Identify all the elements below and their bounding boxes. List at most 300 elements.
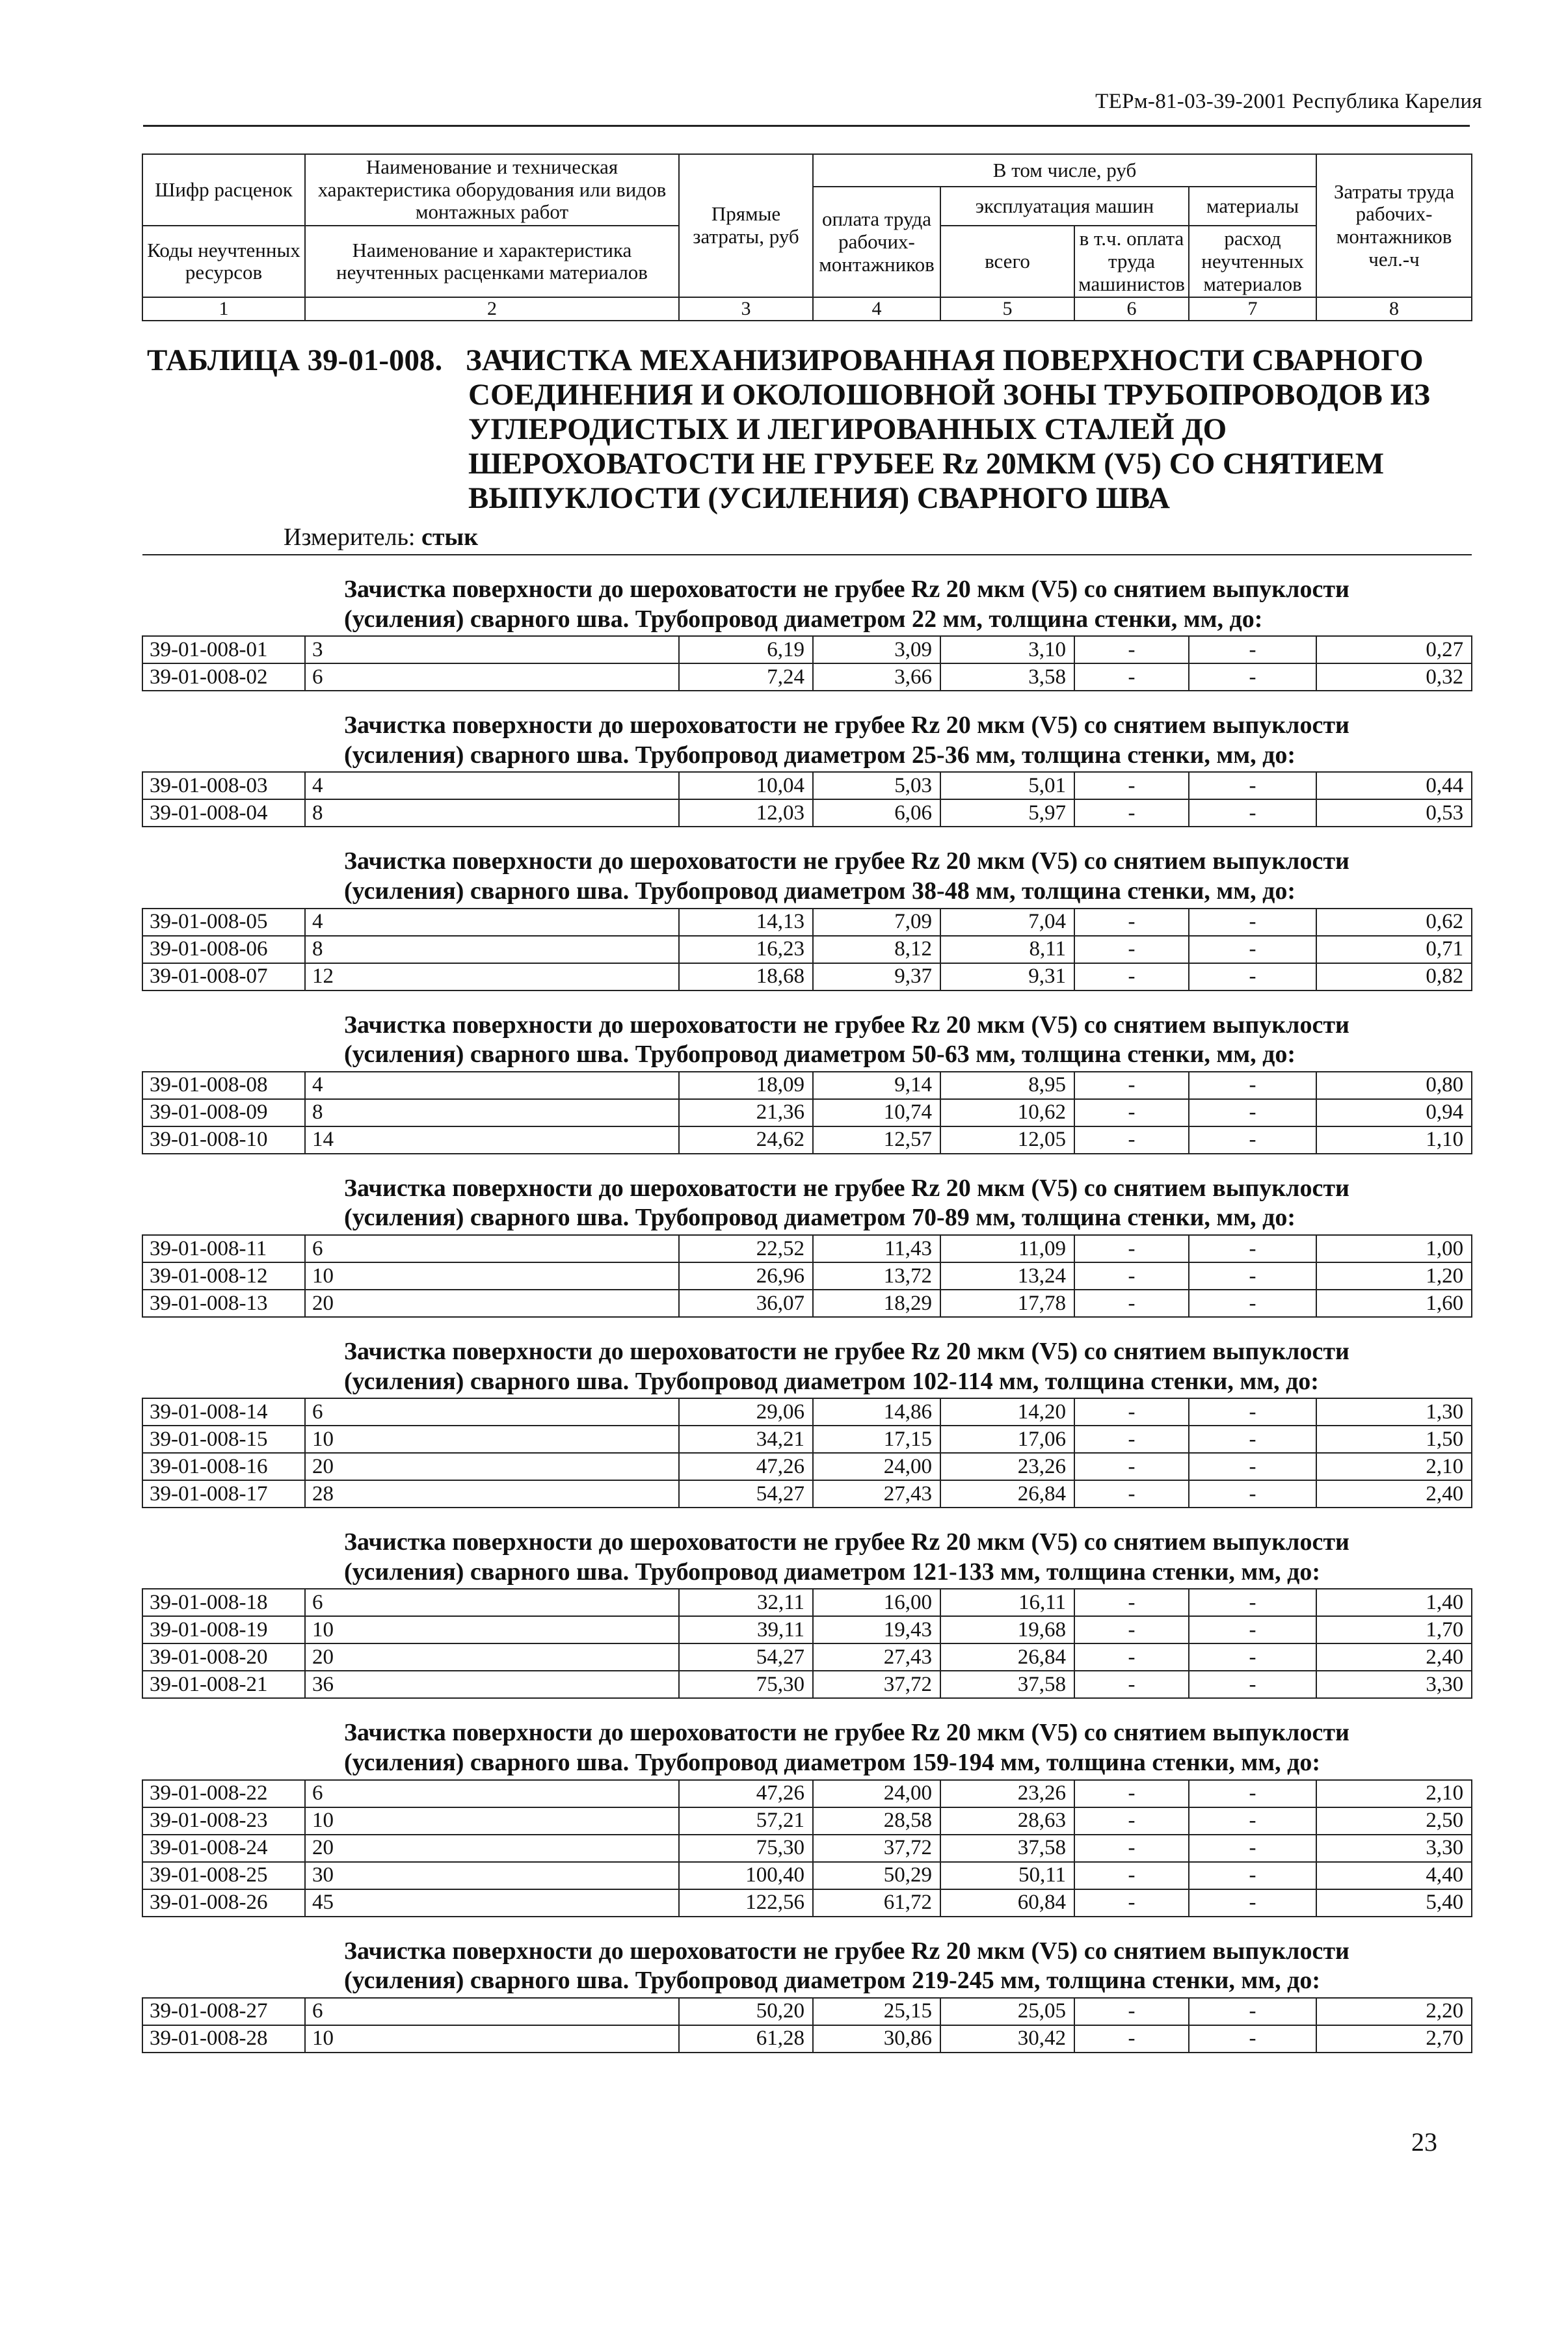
labor-costs-cell: 0,53 xyxy=(1316,799,1472,827)
table-row xyxy=(142,1290,1472,1317)
direct-costs-cell: 75,30 xyxy=(679,1835,813,1862)
machine-costs-cell: 25,05 xyxy=(940,1998,1074,2025)
materials-cost-cell: - xyxy=(1189,1643,1316,1671)
operators-wages-cell: - xyxy=(1074,1262,1189,1290)
group-caption-row xyxy=(142,691,1472,772)
materials-cost-cell: - xyxy=(1189,1616,1316,1643)
group-caption-row xyxy=(142,1508,1472,1589)
wages-cell: 30,86 xyxy=(813,2025,940,2053)
materials-cost-cell: - xyxy=(1189,1671,1316,1698)
operators-wages-cell: - xyxy=(1074,1998,1189,2025)
wall-thickness-cell: 10 xyxy=(305,2025,679,2053)
operators-wages-cell: - xyxy=(1074,663,1189,691)
wall-thickness-cell: 6 xyxy=(305,1235,679,1262)
operators-wages-cell: - xyxy=(1074,2025,1189,2053)
wages-cell: 13,72 xyxy=(813,1262,940,1290)
machine-costs-cell: 16,11 xyxy=(940,1589,1074,1616)
wages-cell: 50,29 xyxy=(813,1862,940,1889)
materials-cost-cell: - xyxy=(1189,1480,1316,1508)
header-operators-wages: в т.ч. оплата труда машинистов xyxy=(1074,226,1189,297)
rate-code-cell: 39-01-008-12 xyxy=(142,1262,305,1290)
labor-costs-cell: 3,30 xyxy=(1316,1671,1472,1698)
page-number: 23 xyxy=(1411,2127,1437,2157)
labor-costs-cell: 1,50 xyxy=(1316,1426,1472,1453)
direct-costs-cell: 100,40 xyxy=(679,1862,813,1889)
direct-costs-cell: 26,96 xyxy=(679,1262,813,1290)
wages-cell: 5,03 xyxy=(813,772,940,799)
group-caption: Зачистка поверхности до шероховатости не грубее Rz 20 мкм (V5) со снятием выпуклости (усиления) сварного шва. Трубопровод диаметром 159-194 мм, толщина стенки, мм, до: xyxy=(142,1698,1472,1779)
table-row xyxy=(142,1398,1472,1426)
rate-code-cell: 39-01-008-02 xyxy=(142,663,305,691)
header-labor-costs: Затраты труда рабочих-монтажников чел.-ч xyxy=(1316,154,1472,297)
group-caption-row xyxy=(142,1698,1472,1779)
header-direct-costs: Прямые затраты, руб xyxy=(679,154,813,297)
rate-code-cell: 39-01-008-14 xyxy=(142,1398,305,1426)
rate-code-cell: 39-01-008-23 xyxy=(142,1807,305,1835)
labor-costs-cell: 0,80 xyxy=(1316,1072,1472,1099)
column-number: 1 xyxy=(142,297,305,321)
measure-value: стык xyxy=(421,524,479,551)
machine-costs-cell: 60,84 xyxy=(940,1889,1074,1917)
machine-costs-cell: 8,11 xyxy=(940,936,1074,963)
machine-costs-cell: 17,78 xyxy=(940,1290,1074,1317)
column-number: 3 xyxy=(679,297,813,321)
rate-code-cell: 39-01-008-13 xyxy=(142,1290,305,1317)
header-including: В том числе, руб xyxy=(813,154,1316,187)
machine-costs-cell: 28,63 xyxy=(940,1807,1074,1835)
labor-costs-cell: 5,40 xyxy=(1316,1889,1472,1917)
wall-thickness-cell: 20 xyxy=(305,1643,679,1671)
rate-code-cell: 39-01-008-25 xyxy=(142,1862,305,1889)
operators-wages-cell: - xyxy=(1074,1807,1189,1835)
operators-wages-cell: - xyxy=(1074,909,1189,936)
group-caption-row xyxy=(142,991,1472,1072)
table-row xyxy=(142,2025,1472,2053)
materials-cost-cell: - xyxy=(1189,1262,1316,1290)
materials-cost-cell: - xyxy=(1189,1235,1316,1262)
direct-costs-cell: 16,23 xyxy=(679,936,813,963)
direct-costs-cell: 54,27 xyxy=(679,1480,813,1508)
machine-costs-cell: 37,58 xyxy=(940,1671,1074,1698)
table-row xyxy=(142,1807,1472,1835)
operators-wages-cell: - xyxy=(1074,1398,1189,1426)
column-number: 5 xyxy=(940,297,1074,321)
wall-thickness-cell: 20 xyxy=(305,1290,679,1317)
machine-costs-cell: 12,05 xyxy=(940,1126,1074,1154)
table-row xyxy=(142,799,1472,827)
table-row xyxy=(142,1235,1472,1262)
labor-costs-cell: 2,70 xyxy=(1316,2025,1472,2053)
table-row xyxy=(142,1671,1472,1698)
machine-costs-cell: 19,68 xyxy=(940,1616,1074,1643)
labor-costs-cell: 3,30 xyxy=(1316,1835,1472,1862)
materials-cost-cell: - xyxy=(1189,1862,1316,1889)
wages-cell: 27,43 xyxy=(813,1643,940,1671)
operators-wages-cell: - xyxy=(1074,936,1189,963)
rate-code-cell: 39-01-008-22 xyxy=(142,1780,305,1807)
machine-costs-cell: 17,06 xyxy=(940,1426,1074,1453)
table-row xyxy=(142,1643,1472,1671)
materials-cost-cell: - xyxy=(1189,936,1316,963)
header-machines-total: всего xyxy=(940,226,1074,297)
direct-costs-cell: 24,62 xyxy=(679,1126,813,1154)
direct-costs-cell: 7,24 xyxy=(679,663,813,691)
materials-cost-cell: - xyxy=(1189,1398,1316,1426)
labor-costs-cell: 0,82 xyxy=(1316,963,1472,991)
materials-cost-cell: - xyxy=(1189,1426,1316,1453)
wages-cell: 10,74 xyxy=(813,1099,940,1126)
wall-thickness-cell: 6 xyxy=(305,1398,679,1426)
machine-costs-cell: 26,84 xyxy=(940,1480,1074,1508)
operators-wages-cell: - xyxy=(1074,1426,1189,1453)
wages-cell: 18,29 xyxy=(813,1290,940,1317)
wages-cell: 28,58 xyxy=(813,1807,940,1835)
operators-wages-cell: - xyxy=(1074,1072,1189,1099)
materials-cost-cell: - xyxy=(1189,909,1316,936)
labor-costs-cell: 1,70 xyxy=(1316,1616,1472,1643)
group-caption: Зачистка поверхности до шероховатости не грубее Rz 20 мкм (V5) со снятием выпуклости (усиления) сварного шва. Трубопровод диаметром 25-36 мм, толщина стенки, мм, до: xyxy=(142,691,1472,772)
table-row xyxy=(142,663,1472,691)
table-row xyxy=(142,1126,1472,1154)
labor-costs-cell: 0,94 xyxy=(1316,1099,1472,1126)
direct-costs-cell: 21,36 xyxy=(679,1099,813,1126)
table-row xyxy=(142,1262,1472,1290)
wall-thickness-cell: 6 xyxy=(305,1998,679,2025)
direct-costs-cell: 122,56 xyxy=(679,1889,813,1917)
rate-code-cell: 39-01-008-26 xyxy=(142,1889,305,1917)
wages-cell: 3,09 xyxy=(813,636,940,663)
labor-costs-cell: 4,40 xyxy=(1316,1862,1472,1889)
rate-code-cell: 39-01-008-27 xyxy=(142,1998,305,2025)
table-row xyxy=(142,1889,1472,1917)
operators-wages-cell: - xyxy=(1074,963,1189,991)
machine-costs-cell: 37,58 xyxy=(940,1835,1074,1862)
labor-costs-cell: 2,20 xyxy=(1316,1998,1472,2025)
wages-cell: 9,37 xyxy=(813,963,940,991)
wall-thickness-cell: 6 xyxy=(305,1589,679,1616)
operators-wages-cell: - xyxy=(1074,1453,1189,1480)
group-caption-row xyxy=(142,555,1472,636)
machine-costs-cell: 23,26 xyxy=(940,1780,1074,1807)
table-title-line: УГЛЕРОДИСТЫХ И ЛЕГИРОВАННЫХ СТАЛЕЙ ДО xyxy=(468,412,1227,447)
group-caption-row xyxy=(142,1154,1472,1235)
header-materials: материалы xyxy=(1189,187,1316,226)
wall-thickness-cell: 3 xyxy=(305,636,679,663)
direct-costs-cell: 18,09 xyxy=(679,1072,813,1099)
rate-code-cell: 39-01-008-03 xyxy=(142,772,305,799)
header-rule xyxy=(143,125,1470,127)
table-row xyxy=(142,909,1472,936)
group-caption: Зачистка поверхности до шероховатости не грубее Rz 20 мкм (V5) со снятием выпуклости (усиления) сварного шва. Трубопровод диаметром 70-89 мм, толщина стенки, мм, до: xyxy=(142,1154,1472,1235)
group-caption: Зачистка поверхности до шероховатости не грубее Rz 20 мкм (V5) со снятием выпуклости (усиления) сварного шва. Трубопровод диаметром 38-48 мм, толщина стенки, мм, до: xyxy=(142,827,1472,908)
machine-costs-cell: 13,24 xyxy=(940,1262,1074,1290)
wages-cell: 9,14 xyxy=(813,1072,940,1099)
materials-cost-cell: - xyxy=(1189,2025,1316,2053)
rate-code-cell: 39-01-008-08 xyxy=(142,1072,305,1099)
table-row xyxy=(142,963,1472,991)
operators-wages-cell: - xyxy=(1074,799,1189,827)
wall-thickness-cell: 8 xyxy=(305,799,679,827)
table-row xyxy=(142,1099,1472,1126)
group-caption-row xyxy=(142,1917,1472,1998)
wages-cell: 25,15 xyxy=(813,1998,940,2025)
wall-thickness-cell: 12 xyxy=(305,963,679,991)
labor-costs-cell: 2,50 xyxy=(1316,1807,1472,1835)
table-row xyxy=(142,636,1472,663)
wall-thickness-cell: 20 xyxy=(305,1835,679,1862)
direct-costs-cell: 10,04 xyxy=(679,772,813,799)
rates-table xyxy=(142,554,1472,2053)
direct-costs-cell: 34,21 xyxy=(679,1426,813,1453)
group-caption: Зачистка поверхности до шероховатости не грубее Rz 20 мкм (V5) со снятием выпуклости (усиления) сварного шва. Трубопровод диаметром 22 мм, толщина стенки, мм, до: xyxy=(142,555,1472,636)
rate-code-cell: 39-01-008-21 xyxy=(142,1671,305,1698)
document-reference: ТЕРм-81-03-39-2001 Республика Карелия xyxy=(1095,90,1482,113)
wall-thickness-cell: 6 xyxy=(305,663,679,691)
machine-costs-cell: 14,20 xyxy=(940,1398,1074,1426)
column-number: 2 xyxy=(305,297,679,321)
rate-code-cell: 39-01-008-09 xyxy=(142,1099,305,1126)
wall-thickness-cell: 14 xyxy=(305,1126,679,1154)
wall-thickness-cell: 6 xyxy=(305,1780,679,1807)
wall-thickness-cell: 10 xyxy=(305,1807,679,1835)
direct-costs-cell: 61,28 xyxy=(679,2025,813,2053)
table-row xyxy=(142,1835,1472,1862)
labor-costs-cell: 1,00 xyxy=(1316,1235,1472,1262)
group-caption: Зачистка поверхности до шероховатости не грубее Rz 20 мкм (V5) со снятием выпуклости (усиления) сварного шва. Трубопровод диаметром 219-245 мм, толщина стенки, мм, до: xyxy=(142,1917,1472,1998)
wall-thickness-cell: 45 xyxy=(305,1889,679,1917)
table-title-line: ЗАЧИСТКА МЕХАНИЗИРОВАННАЯ ПОВЕРХНОСТИ СВАРНОГО xyxy=(466,343,1424,377)
rate-code-cell: 39-01-008-24 xyxy=(142,1835,305,1862)
machine-costs-cell: 5,97 xyxy=(940,799,1074,827)
rate-code-cell: 39-01-008-16 xyxy=(142,1453,305,1480)
labor-costs-cell: 0,27 xyxy=(1316,636,1472,663)
materials-cost-cell: - xyxy=(1189,1807,1316,1835)
column-number: 4 xyxy=(813,297,940,321)
rate-code-cell: 39-01-008-20 xyxy=(142,1643,305,1671)
direct-costs-cell: 18,68 xyxy=(679,963,813,991)
machine-costs-cell: 9,31 xyxy=(940,963,1074,991)
materials-cost-cell: - xyxy=(1189,1099,1316,1126)
group-caption: Зачистка поверхности до шероховатости не грубее Rz 20 мкм (V5) со снятием выпуклости (усиления) сварного шва. Трубопровод диаметром 102-114 мм, толщина стенки, мм, до: xyxy=(142,1317,1472,1398)
direct-costs-cell: 14,13 xyxy=(679,909,813,936)
wages-cell: 8,12 xyxy=(813,936,940,963)
wages-cell: 37,72 xyxy=(813,1835,940,1862)
wages-cell: 27,43 xyxy=(813,1480,940,1508)
wages-cell: 24,00 xyxy=(813,1453,940,1480)
table-title xyxy=(147,343,1474,516)
rate-code-cell: 39-01-008-18 xyxy=(142,1589,305,1616)
rate-code-cell: 39-01-008-04 xyxy=(142,799,305,827)
materials-cost-cell: - xyxy=(1189,636,1316,663)
machine-costs-cell: 30,42 xyxy=(940,2025,1074,2053)
group-caption: Зачистка поверхности до шероховатости не грубее Rz 20 мкм (V5) со снятием выпуклости (усиления) сварного шва. Трубопровод диаметром 121-133 мм, толщина стенки, мм, до: xyxy=(142,1508,1472,1589)
direct-costs-cell: 47,26 xyxy=(679,1780,813,1807)
direct-costs-cell: 22,52 xyxy=(679,1235,813,1262)
labor-costs-cell: 2,10 xyxy=(1316,1780,1472,1807)
labor-costs-cell: 0,32 xyxy=(1316,663,1472,691)
group-caption-row xyxy=(142,1317,1472,1398)
labor-costs-cell: 0,71 xyxy=(1316,936,1472,963)
materials-cost-cell: - xyxy=(1189,1290,1316,1317)
rate-code-cell: 39-01-008-10 xyxy=(142,1126,305,1154)
direct-costs-cell: 12,03 xyxy=(679,799,813,827)
labor-costs-cell: 1,40 xyxy=(1316,1589,1472,1616)
machine-costs-cell: 7,04 xyxy=(940,909,1074,936)
direct-costs-cell: 6,19 xyxy=(679,636,813,663)
header-materials-name: Наименование и характеристика неучтенных расценками материалов xyxy=(305,226,679,297)
wages-cell: 11,43 xyxy=(813,1235,940,1262)
rate-code-cell: 39-01-008-05 xyxy=(142,909,305,936)
labor-costs-cell: 0,44 xyxy=(1316,772,1472,799)
wages-cell: 3,66 xyxy=(813,663,940,691)
operators-wages-cell: - xyxy=(1074,1290,1189,1317)
operators-wages-cell: - xyxy=(1074,1616,1189,1643)
direct-costs-cell: 32,11 xyxy=(679,1589,813,1616)
operators-wages-cell: - xyxy=(1074,1889,1189,1917)
header-wages: оплата труда рабочих-монтажников xyxy=(813,187,940,297)
wages-cell: 37,72 xyxy=(813,1671,940,1698)
table-title-line: ВЫПУКЛОСТИ (УСИЛЕНИЯ) СВАРНОГО ШВА xyxy=(468,481,1170,516)
wall-thickness-cell: 10 xyxy=(305,1262,679,1290)
materials-cost-cell: - xyxy=(1189,1998,1316,2025)
table-row xyxy=(142,1589,1472,1616)
materials-cost-cell: - xyxy=(1189,1453,1316,1480)
wall-thickness-cell: 36 xyxy=(305,1671,679,1698)
table-title-line: ШЕРОХОВАТОСТИ НЕ ГРУБЕЕ Rz 20МКМ (V5) СО СНЯТИЕМ xyxy=(468,447,1385,481)
table-row xyxy=(142,1780,1472,1807)
rate-code-cell: 39-01-008-17 xyxy=(142,1480,305,1508)
labor-costs-cell: 1,20 xyxy=(1316,1262,1472,1290)
rate-code-cell: 39-01-008-07 xyxy=(142,963,305,991)
wages-cell: 61,72 xyxy=(813,1889,940,1917)
table-row xyxy=(142,1480,1472,1508)
wall-thickness-cell: 8 xyxy=(305,1099,679,1126)
machine-costs-cell: 3,58 xyxy=(940,663,1074,691)
wall-thickness-cell: 28 xyxy=(305,1480,679,1508)
header-code: Шифр расценок xyxy=(142,154,305,226)
wall-thickness-cell: 10 xyxy=(305,1616,679,1643)
wall-thickness-cell: 4 xyxy=(305,909,679,936)
operators-wages-cell: - xyxy=(1074,636,1189,663)
labor-costs-cell: 2,40 xyxy=(1316,1643,1472,1671)
direct-costs-cell: 39,11 xyxy=(679,1616,813,1643)
wages-cell: 12,57 xyxy=(813,1126,940,1154)
materials-cost-cell: - xyxy=(1189,1072,1316,1099)
rate-code-cell: 39-01-008-06 xyxy=(142,936,305,963)
table-row xyxy=(142,772,1472,799)
materials-cost-cell: - xyxy=(1189,1780,1316,1807)
direct-costs-cell: 29,06 xyxy=(679,1398,813,1426)
materials-cost-cell: - xyxy=(1189,799,1316,827)
wages-cell: 16,00 xyxy=(813,1589,940,1616)
table-title-label: ТАБЛИЦА 39-01-008. xyxy=(147,343,443,377)
rate-code-cell: 39-01-008-15 xyxy=(142,1426,305,1453)
table-row xyxy=(142,1616,1472,1643)
rate-code-cell: 39-01-008-01 xyxy=(142,636,305,663)
wages-cell: 24,00 xyxy=(813,1780,940,1807)
operators-wages-cell: - xyxy=(1074,1099,1189,1126)
machine-costs-cell: 8,95 xyxy=(940,1072,1074,1099)
labor-costs-cell: 2,10 xyxy=(1316,1453,1472,1480)
machine-costs-cell: 5,01 xyxy=(940,772,1074,799)
wages-cell: 19,43 xyxy=(813,1616,940,1643)
materials-cost-cell: - xyxy=(1189,1835,1316,1862)
wall-thickness-cell: 8 xyxy=(305,936,679,963)
table-row xyxy=(142,936,1472,963)
header-name: Наименование и техническая характеристика оборудования или видов монтажных работ xyxy=(305,154,679,226)
header-machine-operation: эксплуатация машин xyxy=(940,187,1189,226)
operators-wages-cell: - xyxy=(1074,1862,1189,1889)
header-unaccounted-codes: Коды неучтенных ресурсов xyxy=(142,226,305,297)
table-row xyxy=(142,1862,1472,1889)
machine-costs-cell: 50,11 xyxy=(940,1862,1074,1889)
labor-costs-cell: 1,30 xyxy=(1316,1398,1472,1426)
machine-costs-cell: 11,09 xyxy=(940,1235,1074,1262)
table-title-line: СОЕДИНЕНИЯ И ОКОЛОШОВНОЙ ЗОНЫ ТРУБОПРОВОДОВ ИЗ xyxy=(468,378,1430,412)
labor-costs-cell: 1,10 xyxy=(1316,1126,1472,1154)
table-header xyxy=(142,153,1472,321)
operators-wages-cell: - xyxy=(1074,1235,1189,1262)
operators-wages-cell: - xyxy=(1074,1671,1189,1698)
table-row xyxy=(142,1453,1472,1480)
wall-thickness-cell: 4 xyxy=(305,1072,679,1099)
column-number: 8 xyxy=(1316,297,1472,321)
direct-costs-cell: 47,26 xyxy=(679,1453,813,1480)
operators-wages-cell: - xyxy=(1074,1126,1189,1154)
table-row xyxy=(142,1426,1472,1453)
wages-cell: 7,09 xyxy=(813,909,940,936)
group-caption: Зачистка поверхности до шероховатости не грубее Rz 20 мкм (V5) со снятием выпуклости (усиления) сварного шва. Трубопровод диаметром 50-63 мм, толщина стенки, мм, до: xyxy=(142,991,1472,1072)
column-number: 6 xyxy=(1074,297,1189,321)
materials-cost-cell: - xyxy=(1189,772,1316,799)
machine-costs-cell: 10,62 xyxy=(940,1099,1074,1126)
measure-label: Измеритель: xyxy=(284,524,416,551)
operators-wages-cell: - xyxy=(1074,772,1189,799)
rate-code-cell: 39-01-008-28 xyxy=(142,2025,305,2053)
table-row xyxy=(142,1998,1472,2025)
materials-cost-cell: - xyxy=(1189,1889,1316,1917)
direct-costs-cell: 54,27 xyxy=(679,1643,813,1671)
labor-costs-cell: 1,60 xyxy=(1316,1290,1472,1317)
operators-wages-cell: - xyxy=(1074,1643,1189,1671)
wages-cell: 17,15 xyxy=(813,1426,940,1453)
rate-code-cell: 39-01-008-19 xyxy=(142,1616,305,1643)
wall-thickness-cell: 4 xyxy=(305,772,679,799)
wall-thickness-cell: 10 xyxy=(305,1426,679,1453)
operators-wages-cell: - xyxy=(1074,1780,1189,1807)
measure-unit xyxy=(284,523,478,552)
direct-costs-cell: 57,21 xyxy=(679,1807,813,1835)
wall-thickness-cell: 20 xyxy=(305,1453,679,1480)
machine-costs-cell: 26,84 xyxy=(940,1643,1074,1671)
direct-costs-cell: 75,30 xyxy=(679,1671,813,1698)
machine-costs-cell: 3,10 xyxy=(940,636,1074,663)
operators-wages-cell: - xyxy=(1074,1835,1189,1862)
materials-cost-cell: - xyxy=(1189,1589,1316,1616)
wages-cell: 6,06 xyxy=(813,799,940,827)
materials-cost-cell: - xyxy=(1189,663,1316,691)
labor-costs-cell: 2,40 xyxy=(1316,1480,1472,1508)
header-unaccounted-materials: расход неучтенных материалов xyxy=(1189,226,1316,297)
wages-cell: 14,86 xyxy=(813,1398,940,1426)
materials-cost-cell: - xyxy=(1189,963,1316,991)
materials-cost-cell: - xyxy=(1189,1126,1316,1154)
labor-costs-cell: 0,62 xyxy=(1316,909,1472,936)
direct-costs-cell: 36,07 xyxy=(679,1290,813,1317)
machine-costs-cell: 23,26 xyxy=(940,1453,1074,1480)
group-caption-row xyxy=(142,827,1472,908)
table-row xyxy=(142,1072,1472,1099)
